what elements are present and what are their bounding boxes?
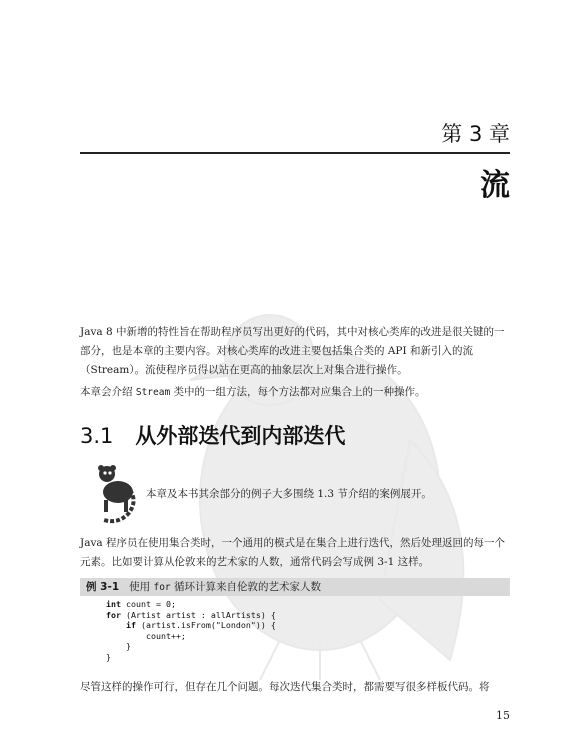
section-number: 3.1 xyxy=(80,424,114,448)
example-caption xyxy=(80,578,510,596)
code-line: count++; xyxy=(145,630,186,641)
body-paragraph-4: 尽管这样的操作可行，但存在几个问题。每次迭代集合类时，都需要写很多样板代码。将 xyxy=(80,681,490,693)
lemur-icon xyxy=(92,462,138,524)
chapter-rule xyxy=(80,152,510,154)
code-line: int count = 0; xyxy=(106,599,176,609)
code-line: } xyxy=(106,651,111,662)
example-caption-text-after: 循环计算来自伦敦的艺术家人数 xyxy=(170,581,321,593)
code-keyword: int xyxy=(106,599,121,609)
example-caption-text-before: 使用 xyxy=(129,581,154,593)
chapter-title: 流 xyxy=(480,168,510,203)
code-keyword: for xyxy=(106,609,121,620)
chapter-label: 第 3 章 xyxy=(441,122,510,146)
note-text: 本章及本书其余部分的例子大多围绕 1.3 节介绍的案例展开。 xyxy=(146,488,432,500)
section-title: 从外部迭代到内部迭代 xyxy=(135,424,346,448)
example-label: 例 3-1 xyxy=(86,581,120,593)
page-number: 15 xyxy=(496,709,510,722)
code-line: } xyxy=(125,641,131,651)
code-line: if (artist.isFrom("London")) { xyxy=(125,620,276,630)
code-keyword: if xyxy=(125,620,136,630)
code-block xyxy=(106,599,276,662)
for-code-inline: for xyxy=(153,582,171,593)
body-paragraph-3: Java 程序员在使用集合类时，一个通用的模式是在集合上进行迭代，然后处理返回的每一个元素。比如要计算从伦敦来的艺术家的人数，通常代码会写成例 3-1 这样。 xyxy=(80,537,505,568)
intro-paragraph-2-text-after: 类中的一组方法，每个方法都对应集合上的一种操作。 xyxy=(170,386,426,398)
intro-paragraph-1: Java 8 中新增的特性旨在帮助程序员写出更好的代码，其中对核心类库的改进是很关键的一部分，也是本章的主要内容。对核心类库的改进主要包括集合类的 API 和新引入的流（Stream）。流使程序员得以站在更高的抽象层次上对集合进行操作。 xyxy=(80,326,505,376)
section-heading xyxy=(80,420,345,450)
intro-paragraph-2 xyxy=(80,383,510,402)
code-line: for (Artist artist : allArtists) { xyxy=(106,609,276,620)
intro-paragraph-2-text-before: 本章会介绍 xyxy=(80,386,136,398)
stream-code-inline: Stream xyxy=(135,387,171,398)
